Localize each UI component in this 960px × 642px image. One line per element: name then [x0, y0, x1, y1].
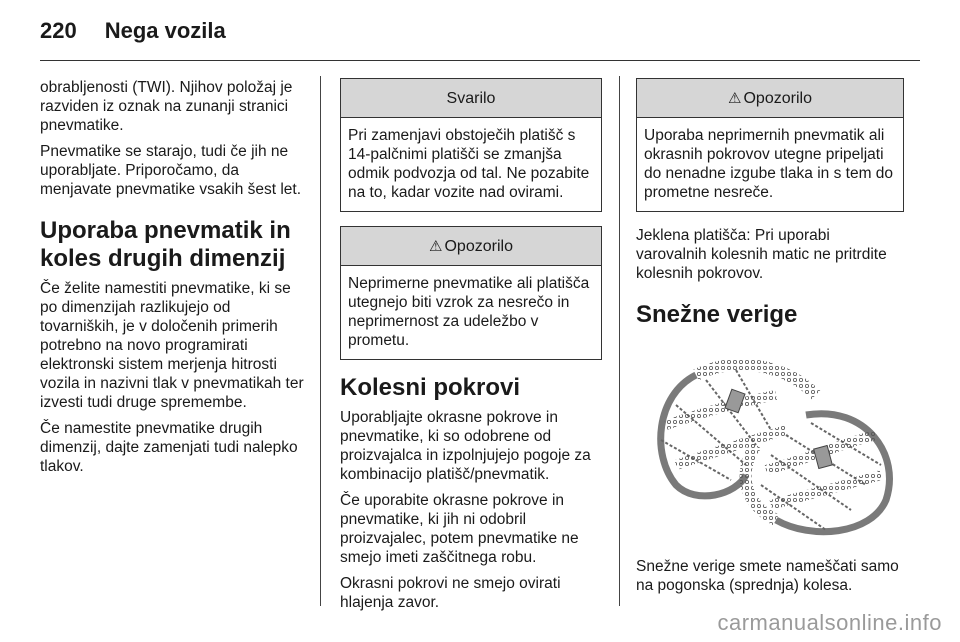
notice-box — [340, 78, 602, 212]
paragraph-pressure-label: Če namestite pnevmatike drugih dimenzij, dajte zamenjati tudi nalepko tlakov. — [40, 420, 298, 475]
notice-box-text: Pri zamenjavi obstoječih platišč s 14-palčnimi platišči se zmanjša odmik podvozja od tal. Ne pozabite na to, kadar vozite nad ovirami. — [348, 127, 590, 201]
heading-other-dimensions: Uporaba pnevmatik in koles drugih dimenzij — [40, 217, 291, 272]
column-2 — [340, 78, 602, 619]
column-1 — [40, 78, 308, 483]
paragraph-unapproved-covers: Če uporabite okrasne pokrove in pnevmatike, ki jih ni odobril proizvajalec, potem pnevmatike ne smejo imeti zaščitnega robu. — [340, 492, 579, 566]
paragraph-twi: obrabljenosti (TWI). Njihov položaj je razviden iz oznak na zunanji stranici pnevmatike. — [40, 79, 293, 134]
page-number: 220 — [40, 18, 77, 43]
column-3 — [636, 78, 904, 602]
paragraph-snow-chains-usage: Snežne verige smete nameščati samo na pogonska (sprednja) kolesa. — [636, 558, 899, 594]
warning-box-header — [637, 79, 903, 118]
column-divider-1 — [320, 76, 321, 606]
page-title: Nega vozila — [104, 18, 226, 43]
header-divider — [40, 60, 920, 61]
paragraph-brake-cooling: Okrasni pokrovi ne smejo ovirati hlajenja zavor. — [340, 575, 561, 611]
column-divider-2 — [619, 76, 620, 606]
warning-box-tires — [340, 226, 602, 360]
warning-box-title: Opozorilo — [444, 237, 513, 255]
paragraph-approved-covers: Uporabljajte okrasne pokrove in pnevmatike, ki so odobrene od proizvajalca in izpolnjujejo pogoje za kombinacijo platišč/pnevmatik. — [340, 409, 591, 483]
warning-triangle-icon: ⚠ — [728, 89, 742, 107]
paragraph-steel-rims: Jeklena platišča: Pri uporabi varovalnih kolesnih matic ne pritrdite kolesnih pokrovov. — [636, 227, 887, 282]
snow-chain-left — [661, 365, 816, 496]
heading-snow-chains: Snežne verige — [636, 301, 798, 328]
warning-triangle-icon: ⚠ — [429, 237, 443, 255]
warning-box-text: Uporaba neprimernih pnevmatik ali okrasnih pokrovov utegne pripeljati do nenadne izgube tlaka in s tem do prometne nesreče. — [644, 127, 894, 201]
page-header — [40, 18, 226, 48]
heading-wheel-covers: Kolesni pokrovi — [340, 374, 521, 401]
paragraph-tire-age: Pnevmatike se starajo, tudi če jih ne uporabljate. Priporočamo, da menjavate pnevmatike vsakih šest let. — [40, 143, 302, 198]
watermark: carmanualsonline.info — [717, 610, 942, 635]
notice-box-title: Svarilo — [341, 79, 601, 118]
warning-box-covers — [636, 78, 904, 212]
warning-box-header — [341, 227, 601, 266]
warning-box-title: Opozorilo — [743, 89, 812, 107]
paragraph-reprogramming: Če želite namestiti pnevmatike, ki se po dimenzijah razlikujejo od tovarniških, je v določenih primerih potrebno na novo programirati elektronski sistem merjenja hitrosti vozila in nazivni tlak v pnevmatikah ter izvesti tudi druge spremembe. — [40, 280, 304, 411]
snow-chains-illustration — [636, 335, 900, 545]
warning-box-text: Neprimerne pnevmatike ali platišča utegnejo biti vzrok za nesrečo in neprimernost za udeležbo v prometu. — [348, 275, 590, 349]
